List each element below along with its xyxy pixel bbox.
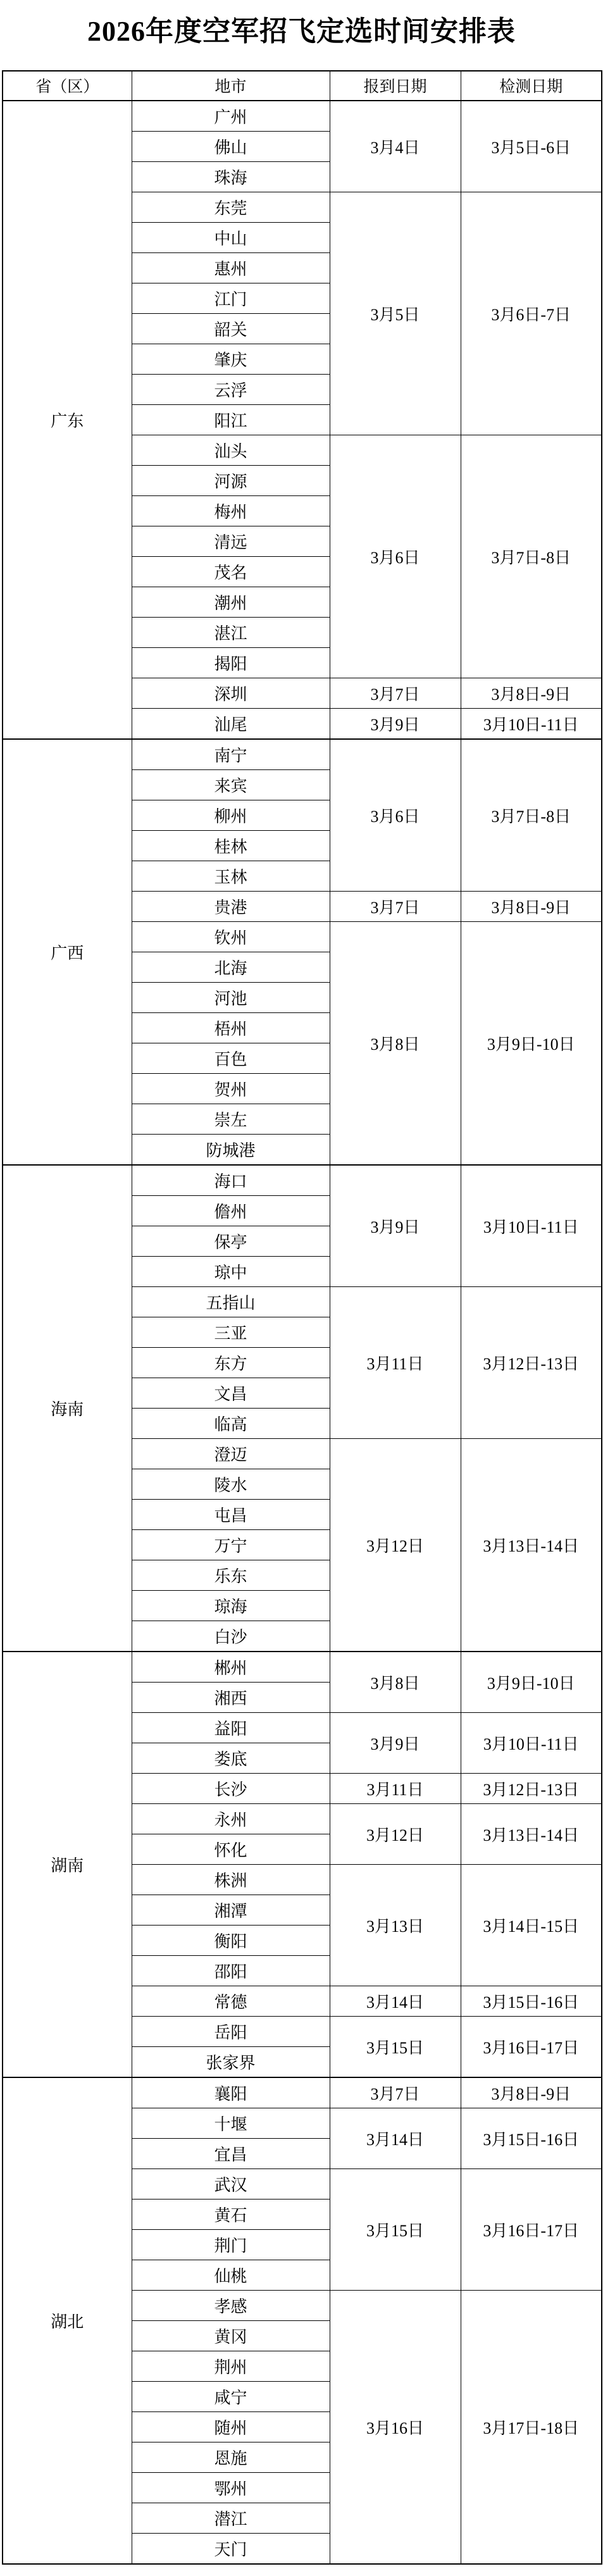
test-date-cell: 3月9日-10日 [461,921,602,1165]
test-date-cell: 3月17日-18日 [461,2290,602,2564]
test-date-cell: 3月7日-8日 [461,435,602,678]
city-cell: 荆门 [132,2229,330,2260]
city-cell: 防城港 [132,1134,330,1165]
report-date-cell: 3月12日 [330,1438,461,1652]
city-cell: 陵水 [132,1469,330,1499]
column-header-city: 地市 [132,71,330,101]
city-cell: 黄冈 [132,2320,330,2351]
test-date-cell: 3月8日-9日 [461,891,602,921]
test-date-cell: 3月15日-16日 [461,1986,602,2016]
test-date-cell: 3月15日-16日 [461,2108,602,2168]
city-cell: 武汉 [132,2168,330,2199]
city-cell: 琼海 [132,1590,330,1621]
test-date-cell: 3月12日-13日 [461,1773,602,1803]
table-row [3,1165,602,1196]
city-cell: 贵港 [132,891,330,921]
column-header-province: 省（区） [3,71,132,101]
test-date-cell: 3月13日-14日 [461,1438,602,1652]
report-date-cell: 3月9日 [330,708,461,739]
table-row [3,101,602,132]
report-date-cell: 3月4日 [330,101,461,192]
report-date-cell: 3月12日 [330,1803,461,1864]
city-cell: 揭阳 [132,647,330,678]
test-date-cell: 3月16日-17日 [461,2016,602,2077]
report-date-cell: 3月9日 [330,1165,461,1287]
test-date-cell: 3月7日-8日 [461,739,602,892]
city-cell: 益阳 [132,1712,330,1743]
city-cell: 株洲 [132,1864,330,1895]
report-date-cell: 3月14日 [330,2108,461,2168]
city-cell: 岳阳 [132,2016,330,2046]
city-cell: 衡阳 [132,1925,330,1955]
city-cell: 汕尾 [132,708,330,739]
report-date-cell: 3月6日 [330,739,461,892]
report-date-cell: 3月7日 [330,891,461,921]
schedule-table-body [3,101,602,2564]
city-cell: 黄石 [132,2199,330,2229]
report-date-cell: 3月11日 [330,1286,461,1438]
column-header-test-date: 检测日期 [461,71,602,101]
table-row [3,1652,602,1683]
city-cell: 常德 [132,1986,330,2016]
city-cell: 钦州 [132,921,330,952]
report-date-cell: 3月6日 [330,435,461,678]
city-cell: 梧州 [132,1012,330,1043]
city-cell: 崇左 [132,1104,330,1134]
city-cell: 恩施 [132,2442,330,2472]
report-date-cell: 3月9日 [330,1712,461,1773]
city-cell: 怀化 [132,1834,330,1864]
test-date-cell: 3月9日-10日 [461,1652,602,1713]
table-row [3,739,602,770]
city-cell: 湛江 [132,617,330,647]
city-cell: 广州 [132,101,330,132]
city-cell: 河源 [132,465,330,495]
city-cell: 永州 [132,1803,330,1834]
city-cell: 白沙 [132,1621,330,1652]
header-row [3,71,602,101]
report-date-cell: 3月11日 [330,1773,461,1803]
province-cell: 湖北 [3,2077,132,2564]
test-date-cell: 3月10日-11日 [461,1712,602,1773]
city-cell: 长沙 [132,1773,330,1803]
city-cell: 郴州 [132,1652,330,1683]
test-date-cell: 3月16日-17日 [461,2168,602,2290]
city-cell: 海口 [132,1165,330,1196]
city-cell: 潮州 [132,587,330,617]
city-cell: 深圳 [132,678,330,708]
report-date-cell: 3月8日 [330,921,461,1165]
city-cell: 东莞 [132,192,330,222]
city-cell: 儋州 [132,1195,330,1226]
province-cell: 湖南 [3,1652,132,2077]
city-cell: 仙桃 [132,2260,330,2290]
city-cell: 来宾 [132,769,330,800]
city-cell: 张家界 [132,2046,330,2077]
report-date-cell: 3月14日 [330,1986,461,2016]
city-cell: 保亭 [132,1226,330,1256]
test-date-cell: 3月8日-9日 [461,2077,602,2108]
city-cell: 十堰 [132,2108,330,2138]
test-date-cell: 3月5日-6日 [461,101,602,192]
city-cell: 潜江 [132,2503,330,2533]
report-date-cell: 3月7日 [330,2077,461,2108]
city-cell: 肇庆 [132,344,330,374]
test-date-cell: 3月12日-13日 [461,1286,602,1438]
schedule-table [2,70,602,2565]
city-cell: 三亚 [132,1317,330,1347]
city-cell: 邵阳 [132,1955,330,1986]
city-cell: 临高 [132,1408,330,1438]
city-cell: 百色 [132,1043,330,1073]
city-cell: 湘潭 [132,1895,330,1925]
city-cell: 茂名 [132,556,330,587]
city-cell: 娄底 [132,1743,330,1773]
city-cell: 梅州 [132,495,330,526]
test-date-cell: 3月6日-7日 [461,192,602,435]
report-date-cell: 3月5日 [330,192,461,435]
city-cell: 荆州 [132,2351,330,2381]
table-row [3,2077,602,2108]
city-cell: 天门 [132,2533,330,2564]
city-cell: 宜昌 [132,2138,330,2168]
city-cell: 清远 [132,526,330,556]
city-cell: 阳江 [132,404,330,435]
report-date-cell: 3月13日 [330,1864,461,1986]
city-cell: 澄迈 [132,1438,330,1469]
city-cell: 佛山 [132,131,330,161]
city-cell: 贺州 [132,1073,330,1104]
city-cell: 乐东 [132,1560,330,1590]
city-cell: 琼中 [132,1256,330,1286]
report-date-cell: 3月15日 [330,2168,461,2290]
province-cell: 海南 [3,1165,132,1652]
city-cell: 玉林 [132,861,330,891]
city-cell: 孝感 [132,2290,330,2320]
city-cell: 汕头 [132,435,330,465]
city-cell: 桂林 [132,830,330,861]
report-date-cell: 3月16日 [330,2290,461,2564]
test-date-cell: 3月10日-11日 [461,708,602,739]
report-date-cell: 3月8日 [330,1652,461,1713]
city-cell: 襄阳 [132,2077,330,2108]
city-cell: 东方 [132,1347,330,1378]
city-cell: 咸宁 [132,2381,330,2411]
test-date-cell: 3月8日-9日 [461,678,602,708]
city-cell: 北海 [132,952,330,982]
city-cell: 珠海 [132,161,330,192]
city-cell: 五指山 [132,1286,330,1317]
schedule-table-header [3,71,602,101]
city-cell: 惠州 [132,252,330,283]
city-cell: 云浮 [132,374,330,404]
city-cell: 柳州 [132,800,330,830]
city-cell: 南宁 [132,739,330,770]
test-date-cell: 3月10日-11日 [461,1165,602,1287]
city-cell: 韶关 [132,313,330,344]
test-date-cell: 3月13日-14日 [461,1803,602,1864]
report-date-cell: 3月15日 [330,2016,461,2077]
city-cell: 屯昌 [132,1499,330,1529]
city-cell: 鄂州 [132,2472,330,2503]
city-cell: 文昌 [132,1378,330,1408]
column-header-report-date: 报到日期 [330,71,461,101]
report-date-cell: 3月7日 [330,678,461,708]
city-cell: 万宁 [132,1529,330,1560]
city-cell: 河池 [132,982,330,1012]
city-cell: 湘西 [132,1682,330,1712]
city-cell: 随州 [132,2411,330,2442]
page-title: 2026年度空军招飞定选时间安排表 [87,16,516,47]
city-cell: 江门 [132,283,330,313]
test-date-cell: 3月14日-15日 [461,1864,602,1986]
province-cell: 广西 [3,739,132,1165]
province-cell: 广东 [3,101,132,739]
city-cell: 中山 [132,222,330,252]
